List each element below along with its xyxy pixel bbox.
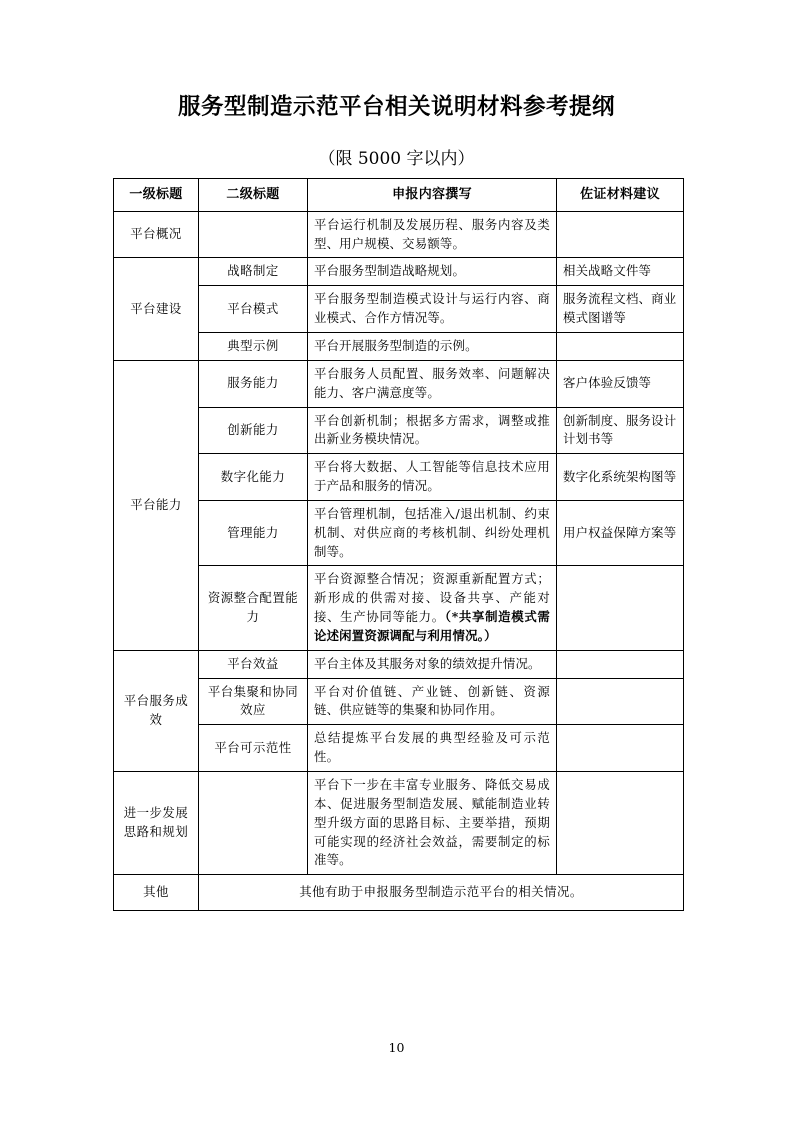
cell-evidence-strategy: 相关战略文件等 bbox=[557, 258, 684, 286]
cell-evidence-agglomeration-effect bbox=[557, 678, 684, 725]
outline-table bbox=[113, 178, 684, 911]
cell-level2-management-capability: 管理能力 bbox=[199, 500, 308, 566]
cell-level2-service-capability: 服务能力 bbox=[199, 360, 308, 407]
cell-content-resource-integration bbox=[308, 566, 557, 650]
resource-integration-note: （*共享制造模式需论述闲置资源调配与利用情况。） bbox=[314, 609, 550, 643]
cell-evidence-digital-capability: 数字化系统架构图等 bbox=[557, 454, 684, 501]
resource-integration-text: 平台资源整合情况；资源重新配置方式；新形成的供需对接、设备共享、产能对接、生产协同等能力。 bbox=[314, 571, 550, 625]
cell-content-innovation-capability: 平台创新机制；根据多方需求，调整或推出新业务模块情况。 bbox=[308, 407, 557, 454]
cell-level1-overview: 平台概况 bbox=[114, 211, 199, 258]
cell-level1-capability: 平台能力 bbox=[114, 360, 199, 650]
cell-evidence-typical-example bbox=[557, 332, 684, 360]
column-header-level1: 一级标题 bbox=[114, 179, 199, 212]
cell-evidence-future-plan bbox=[557, 772, 684, 875]
cell-content-typical-example: 平台开展服务型制造的示例。 bbox=[308, 332, 557, 360]
column-header-evidence: 佐证材料建议 bbox=[557, 179, 684, 212]
cell-content-other: 其他有助于申报服务型制造示范平台的相关情况。 bbox=[199, 875, 684, 911]
cell-content-platform-mode: 平台服务型制造模式设计与运行内容、商业模式、合作方情况等。 bbox=[308, 286, 557, 333]
cell-level2-future-plan bbox=[199, 772, 308, 875]
cell-level2-overview bbox=[199, 211, 308, 258]
table-row bbox=[114, 258, 684, 286]
cell-content-digital-capability: 平台将大数据、人工智能等信息技术应用于产品和服务的情况。 bbox=[308, 454, 557, 501]
cell-evidence-platform-mode: 服务流程文档、商业模式图谱等 bbox=[557, 286, 684, 333]
table-row bbox=[114, 360, 684, 407]
cell-level2-typical-example: 典型示例 bbox=[199, 332, 308, 360]
cell-level1-construction: 平台建设 bbox=[114, 258, 199, 360]
column-header-content: 申报内容撰写 bbox=[308, 179, 557, 212]
table-header-row bbox=[114, 179, 684, 212]
cell-level2-resource-integration: 资源整合配置能力 bbox=[199, 566, 308, 650]
page-subtitle: （限 5000 字以内） bbox=[318, 149, 475, 169]
cell-level1-service-effect: 平台服务成效 bbox=[114, 650, 199, 771]
outline-table-wrapper bbox=[113, 178, 683, 911]
cell-content-future-plan: 平台下一步在丰富专业服务、降低交易成本、促进服务型制造发展、赋能制造业转型升级方面的思路目标、主要举措，预期可能实现的经济社会效益，需要制定的标准等。 bbox=[308, 772, 557, 875]
cell-level2-strategy: 战略制定 bbox=[199, 258, 308, 286]
table-row bbox=[114, 566, 684, 650]
cell-level2-platform-mode: 平台模式 bbox=[199, 286, 308, 333]
cell-evidence-demonstrability bbox=[557, 725, 684, 772]
cell-evidence-resource-integration bbox=[557, 566, 684, 650]
cell-content-management-capability: 平台管理机制，包括准入/退出机制、约束机制、对供应商的考核机制、纠纷处理机制等。 bbox=[308, 500, 557, 566]
table-row bbox=[114, 407, 684, 454]
page-title: 服务型制造示范平台相关说明材料参考提纲 bbox=[177, 94, 615, 120]
cell-level1-other: 其他 bbox=[114, 875, 199, 911]
cell-evidence-innovation-capability: 创新制度、服务设计计划书等 bbox=[557, 407, 684, 454]
table-row bbox=[114, 725, 684, 772]
cell-content-overview: 平台运行机制及发展历程、服务内容及类型、用户规模、交易额等。 bbox=[308, 211, 557, 258]
table-row bbox=[114, 332, 684, 360]
table-row bbox=[114, 772, 684, 875]
cell-evidence-management-capability: 用户权益保障方案等 bbox=[557, 500, 684, 566]
cell-content-agglomeration-effect: 平台对价值链、产业链、创新链、资源链、供应链等的集聚和协同作用。 bbox=[308, 678, 557, 725]
cell-level1-future-plan: 进一步发展思路和规划 bbox=[114, 772, 199, 875]
table-header bbox=[114, 179, 684, 212]
table-body bbox=[114, 211, 684, 910]
cell-content-platform-benefit: 平台主体及其服务对象的绩效提升情况。 bbox=[308, 650, 557, 678]
table-row bbox=[114, 286, 684, 333]
cell-level2-agglomeration-effect: 平台集聚和协同效应 bbox=[199, 678, 308, 725]
table-row bbox=[114, 678, 684, 725]
cell-level2-platform-benefit: 平台效益 bbox=[199, 650, 308, 678]
cell-evidence-platform-benefit bbox=[557, 650, 684, 678]
cell-content-strategy: 平台服务型制造战略规划。 bbox=[308, 258, 557, 286]
cell-content-demonstrability: 总结提炼平台发展的典型经验及可示范性。 bbox=[308, 725, 557, 772]
page-number: 10 bbox=[388, 1040, 405, 1055]
cell-evidence-service-capability: 客户体验反馈等 bbox=[557, 360, 684, 407]
cell-level2-digital-capability: 数字化能力 bbox=[199, 454, 308, 501]
cell-level2-demonstrability: 平台可示范性 bbox=[199, 725, 308, 772]
table-row bbox=[114, 650, 684, 678]
cell-level2-innovation-capability: 创新能力 bbox=[199, 407, 308, 454]
cell-content-service-capability: 平台服务人员配置、服务效率、问题解决能力、客户满意度等。 bbox=[308, 360, 557, 407]
table-row bbox=[114, 500, 684, 566]
table-row bbox=[114, 454, 684, 501]
column-header-level2: 二级标题 bbox=[199, 179, 308, 212]
table-row bbox=[114, 211, 684, 258]
cell-evidence-overview bbox=[557, 211, 684, 258]
table-row bbox=[114, 875, 684, 911]
